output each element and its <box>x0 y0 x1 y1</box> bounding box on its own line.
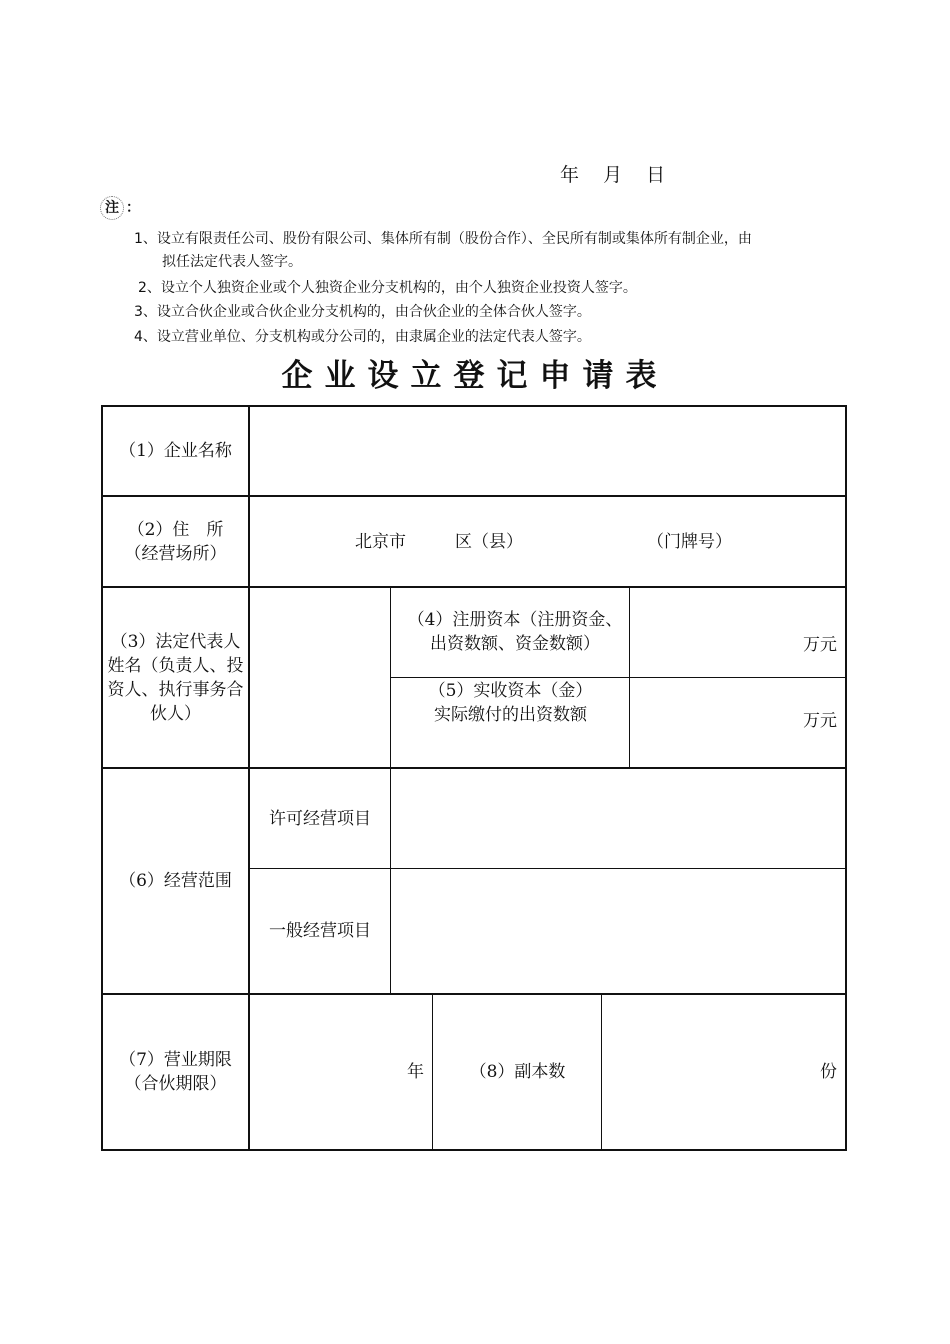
registered-capital-unit: 万元 <box>803 635 837 655</box>
address-label-line-2: （经营场所） <box>124 543 227 564</box>
paid-capital-label-line-1: （5）实收资本（金） <box>428 681 593 701</box>
note-line-1: 1、设立有限责任公司、股份有限公司、集体所有制（股份合作）、全民所有制或集体所有制企业，由 <box>134 231 752 247</box>
licensed-items-label-text: 许可经营项目 <box>269 808 371 829</box>
note-line-4: 4、设立营业单位、分支机构或分公司的，由隶属企业的法定代表人签字。 <box>134 329 591 345</box>
business-term-label-line-2: （合伙期限） <box>124 1074 227 1094</box>
registered-capital-label <box>406 592 624 672</box>
legal-rep-label <box>107 588 244 767</box>
licensed-items-field[interactable] <box>392 769 845 868</box>
general-items-field[interactable] <box>392 869 845 993</box>
registered-capital-label-text: （4）注册资本（注册资金、出资数额、资金数额） <box>407 610 623 654</box>
company-name-field[interactable] <box>250 407 845 495</box>
company-name-label <box>103 407 248 495</box>
general-items-label-text: 一般经营项目 <box>269 921 371 941</box>
business-term-label <box>103 995 248 1149</box>
paid-capital-unit: 万元 <box>803 711 837 731</box>
column-divider <box>390 586 391 768</box>
column-divider <box>390 768 391 994</box>
copies-label-text: （8）副本数 <box>469 1062 566 1082</box>
address-label-line-1: （2）住 所 <box>127 519 224 540</box>
notes-label-colon: ： <box>126 200 140 216</box>
legal-rep-field[interactable] <box>250 588 390 767</box>
copies-label <box>434 995 601 1149</box>
note-line-2: 2、设立个人独资企业或个人独资企业分支机构的，由个人独资企业投资人签字。 <box>138 280 637 296</box>
column-divider <box>432 994 433 1151</box>
paid-capital-field[interactable] <box>631 679 845 767</box>
address-field[interactable] <box>250 497 845 586</box>
date-year: 年 <box>560 164 580 186</box>
address-city: 北京市 <box>355 531 406 552</box>
notes-label-circled: 注 <box>100 196 124 220</box>
date-day: 日 <box>646 164 666 186</box>
licensed-items-label <box>250 769 390 868</box>
paid-capital-label-line-2: 实际缴付的出资数额 <box>434 705 587 725</box>
row-divider <box>391 677 847 678</box>
registered-capital-field[interactable] <box>631 588 845 677</box>
note-line-1-cont: 拟任法定代表人签字。 <box>162 254 302 270</box>
business-scope-label-text: （6）经营范围 <box>119 871 232 891</box>
copies-unit: 份 <box>820 1062 837 1082</box>
company-name-label-text: （1）企业名称 <box>119 441 232 461</box>
business-term-unit: 年 <box>407 1062 424 1082</box>
date-line <box>560 160 683 187</box>
general-items-label <box>250 869 390 993</box>
paid-capital-label <box>392 679 629 729</box>
business-scope-label <box>103 769 248 993</box>
business-term-field[interactable] <box>250 995 432 1149</box>
note-line-3: 3、设立合伙企业或合伙企业分支机构的，由合伙企业的全体合伙人签字。 <box>134 304 591 320</box>
address-district: 区（县） <box>455 531 523 552</box>
notes-label <box>100 196 140 220</box>
business-term-label-line-1: （7）营业期限 <box>119 1050 232 1070</box>
form-title: 企业设立登记申请表 <box>281 358 669 394</box>
column-divider <box>601 994 602 1151</box>
date-month: 月 <box>603 164 623 186</box>
column-divider <box>629 586 630 768</box>
copies-field[interactable] <box>603 995 845 1149</box>
address-label <box>103 497 248 586</box>
address-number: （门牌号） <box>647 531 732 552</box>
legal-rep-label-text: （3）法定代表人姓名（负责人、投资人、执行事务合伙人） <box>107 631 244 724</box>
